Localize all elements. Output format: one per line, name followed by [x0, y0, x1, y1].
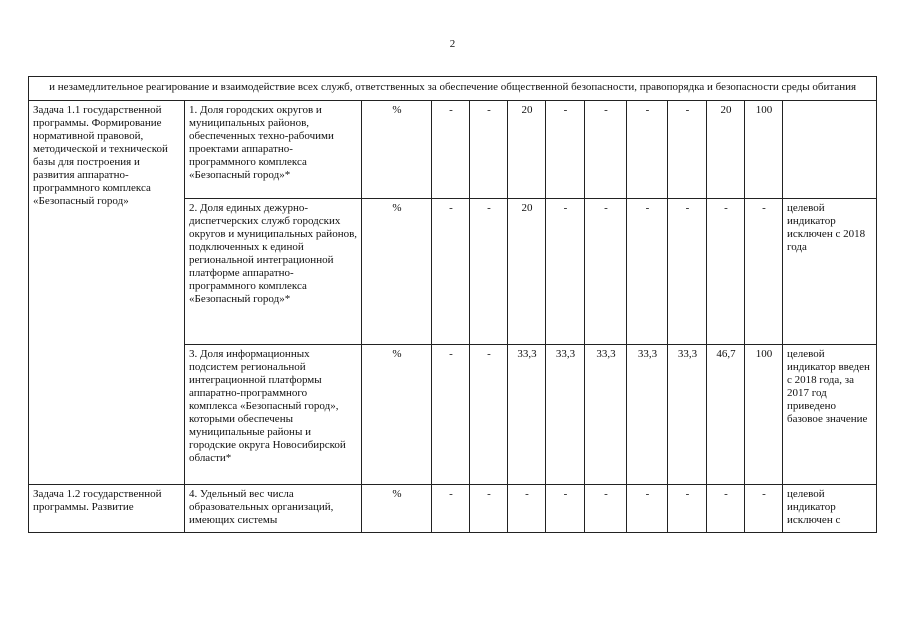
indicator-cell: 2. Доля единых дежурно-диспетчерских служб городских округов и муниципальных районов, подключенных к единой региональной интеграционной платформе аппаратно-программного комплекса «Безопасный город»* — [185, 199, 362, 345]
value-cell: 100 — [745, 101, 783, 199]
value-cell: 33,3 — [668, 345, 707, 485]
value-cell: - — [585, 101, 627, 199]
value-cell: - — [707, 485, 745, 533]
value-cell: - — [470, 101, 508, 199]
page-number: 2 — [449, 38, 456, 50]
task-name-cell: Задача 1.2 государственной программы. Развитие — [29, 485, 185, 533]
value-cell: - — [745, 199, 783, 345]
task-name-cell: Задача 1.1 государственной программы. Формирование нормативной правовой, методической и технической базы для построения и развития аппаратно-программного комплекса «Безопасный город» — [29, 101, 185, 485]
note-cell: целевой индикатор исключен с — [783, 485, 877, 533]
value-cell: - — [668, 485, 707, 533]
value-cell: - — [470, 199, 508, 345]
value-cell: - — [432, 485, 470, 533]
note-cell: целевой индикатор исключен с 2018 года — [783, 199, 877, 345]
value-cell: - — [470, 485, 508, 533]
value-cell: 33,3 — [508, 345, 546, 485]
value-cell: - — [668, 199, 707, 345]
value-cell: - — [432, 101, 470, 199]
value-cell: - — [432, 199, 470, 345]
value-cell: 46,7 — [707, 345, 745, 485]
value-cell: - — [546, 485, 585, 533]
value-cell: - — [707, 199, 745, 345]
note-cell — [783, 101, 877, 199]
value-cell: 20 — [707, 101, 745, 199]
value-cell: - — [585, 485, 627, 533]
table-row — [29, 485, 877, 533]
value-cell: 33,3 — [585, 345, 627, 485]
header-row — [29, 77, 877, 101]
value-cell: - — [585, 199, 627, 345]
indicator-cell: 4. Удельный вес числа образовательных организаций, имеющих системы — [185, 485, 362, 533]
value-cell: - — [546, 199, 585, 345]
value-cell: - — [432, 345, 470, 485]
note-cell: целевой индикатор введен с 2018 года, за 2017 год приведено базовое значение — [783, 345, 877, 485]
unit-cell: % — [362, 485, 432, 533]
value-cell: - — [627, 199, 668, 345]
value-cell: - — [668, 101, 707, 199]
indicator-cell: 1. Доля городских округов и муниципальных районов, обеспеченных техно-рабочими проектами аппаратно-программного комплекса «Безопасный город»* — [185, 101, 362, 199]
value-cell: - — [627, 101, 668, 199]
value-cell: 20 — [508, 199, 546, 345]
unit-cell: % — [362, 199, 432, 345]
value-cell: 33,3 — [546, 345, 585, 485]
value-cell: 100 — [745, 345, 783, 485]
indicators-table — [28, 76, 877, 533]
value-cell: - — [627, 485, 668, 533]
value-cell: 33,3 — [627, 345, 668, 485]
value-cell: - — [546, 101, 585, 199]
unit-cell: % — [362, 345, 432, 485]
unit-cell: % — [362, 101, 432, 199]
value-cell: 20 — [508, 101, 546, 199]
value-cell: - — [508, 485, 546, 533]
indicator-cell: 3. Доля информационных подсистем региональной интеграционной платформы аппаратно-программного комплекса «Безопасный город», которыми обеспечены муниципальные районы и городские округа Новосибирской области* — [185, 345, 362, 485]
value-cell: - — [745, 485, 783, 533]
table-row — [29, 101, 877, 199]
value-cell: - — [470, 345, 508, 485]
table-header-text: и незамедлительное реагирование и взаимодействие всех служб, ответственных за обеспечение общественной безопасности, правопорядка и безопасности среды обитания — [29, 77, 877, 101]
